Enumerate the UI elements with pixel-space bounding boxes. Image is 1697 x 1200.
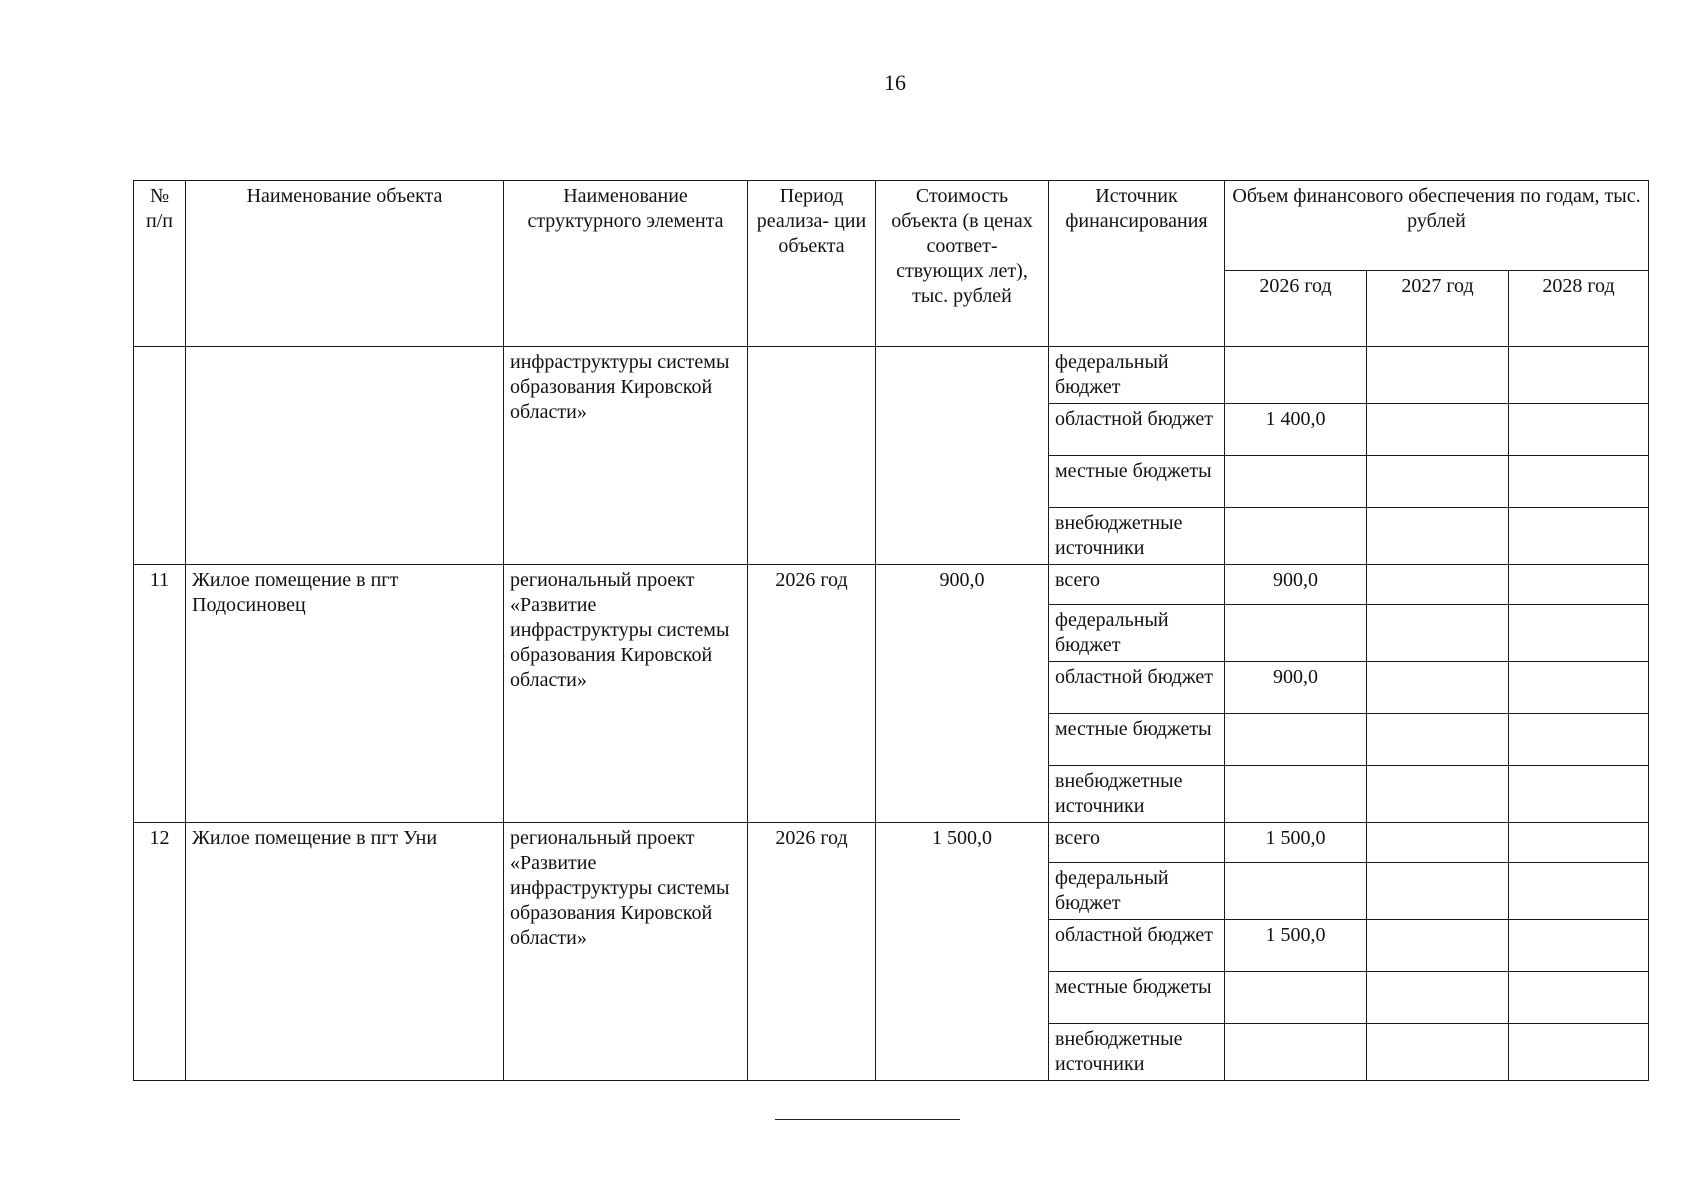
header-num: № п/п [134,181,186,347]
cell-2028 [1509,823,1649,863]
cell-source: всего [1049,823,1225,863]
cell-cost [876,347,1049,565]
cell-2028 [1509,1024,1649,1081]
cell-2027 [1367,404,1509,456]
cell-2028 [1509,714,1649,766]
cell-2027 [1367,766,1509,823]
cell-structural-element: региональный проект «Развитие инфраструктуры системы образования Кировской области» [504,565,748,823]
cell-2028 [1509,920,1649,972]
cell-2027 [1367,662,1509,714]
cell-2028 [1509,347,1649,404]
cell-period: 2026 год [748,565,876,823]
header-year-2026: 2026 год [1225,271,1367,347]
cell-source: федеральный бюджет [1049,605,1225,662]
cell-source: областной бюджет [1049,404,1225,456]
cell-2026 [1225,766,1367,823]
cell-num: 12 [134,823,186,1081]
header-source: Источник финансирования [1049,181,1225,347]
cell-2027 [1367,863,1509,920]
table-row [134,565,1649,605]
cell-2026 [1225,714,1367,766]
cell-2027 [1367,605,1509,662]
cell-object-name: Жилое помещение в пгт Уни [186,823,504,1081]
cell-2027 [1367,347,1509,404]
cell-cost: 900,0 [876,565,1049,823]
cell-2026: 1 400,0 [1225,404,1367,456]
cell-source: внебюджетные источники [1049,1024,1225,1081]
cell-2027 [1367,714,1509,766]
cell-2028 [1509,662,1649,714]
cell-2027 [1367,1024,1509,1081]
cell-2028 [1509,508,1649,565]
cell-num [134,347,186,565]
cell-2026: 1 500,0 [1225,823,1367,863]
header-cost: Стоимость объекта (в ценах соответ- ствующих лет), тыс. рублей [876,181,1049,347]
cell-source: внебюджетные источники [1049,508,1225,565]
cell-cost: 1 500,0 [876,823,1049,1081]
header-year-2028: 2028 год [1509,271,1649,347]
cell-source: федеральный бюджет [1049,347,1225,404]
cell-structural-element: инфраструктуры системы образования Кировской области» [504,347,748,565]
cell-2027 [1367,920,1509,972]
table-row [134,823,1649,863]
cell-2028 [1509,863,1649,920]
financing-table [133,180,1649,1081]
cell-period: 2026 год [748,823,876,1081]
cell-2027 [1367,456,1509,508]
cell-2026 [1225,508,1367,565]
cell-2028 [1509,404,1649,456]
cell-2028 [1509,456,1649,508]
cell-source: внебюджетные источники [1049,766,1225,823]
cell-object-name [186,347,504,565]
page-number: 16 [884,70,906,95]
cell-source: федеральный бюджет [1049,863,1225,920]
cell-period [748,347,876,565]
cell-2028 [1509,605,1649,662]
cell-2026 [1225,863,1367,920]
cell-2026 [1225,347,1367,404]
cell-2026: 900,0 [1225,565,1367,605]
cell-object-name: Жилое помещение в пгт Подосиновец [186,565,504,823]
header-structural-element: Наименование структурного элемента [504,181,748,347]
cell-source: областной бюджет [1049,920,1225,972]
header-year-2027: 2027 год [1367,271,1509,347]
end-of-document-line [775,1119,960,1120]
cell-2028 [1509,972,1649,1024]
cell-2027 [1367,972,1509,1024]
cell-source: всего [1049,565,1225,605]
cell-2026 [1225,972,1367,1024]
cell-source: местные бюджеты [1049,714,1225,766]
cell-structural-element: региональный проект «Развитие инфраструктуры системы образования Кировской области» [504,823,748,1081]
cell-source: местные бюджеты [1049,456,1225,508]
cell-2026 [1225,1024,1367,1081]
cell-2026 [1225,605,1367,662]
cell-num: 11 [134,565,186,823]
header-period: Период реализа- ции объекта [748,181,876,347]
cell-2027 [1367,565,1509,605]
cell-2028 [1509,565,1649,605]
cell-2028 [1509,766,1649,823]
cell-2027 [1367,508,1509,565]
header-volume: Объем финансового обеспечения по годам, тыс. рублей [1225,181,1649,271]
cell-source: областной бюджет [1049,662,1225,714]
cell-2027 [1367,823,1509,863]
cell-source: местные бюджеты [1049,972,1225,1024]
table-row [134,347,1649,404]
cell-2026: 1 500,0 [1225,920,1367,972]
cell-2026 [1225,456,1367,508]
cell-2026: 900,0 [1225,662,1367,714]
header-object-name: Наименование объекта [186,181,504,347]
